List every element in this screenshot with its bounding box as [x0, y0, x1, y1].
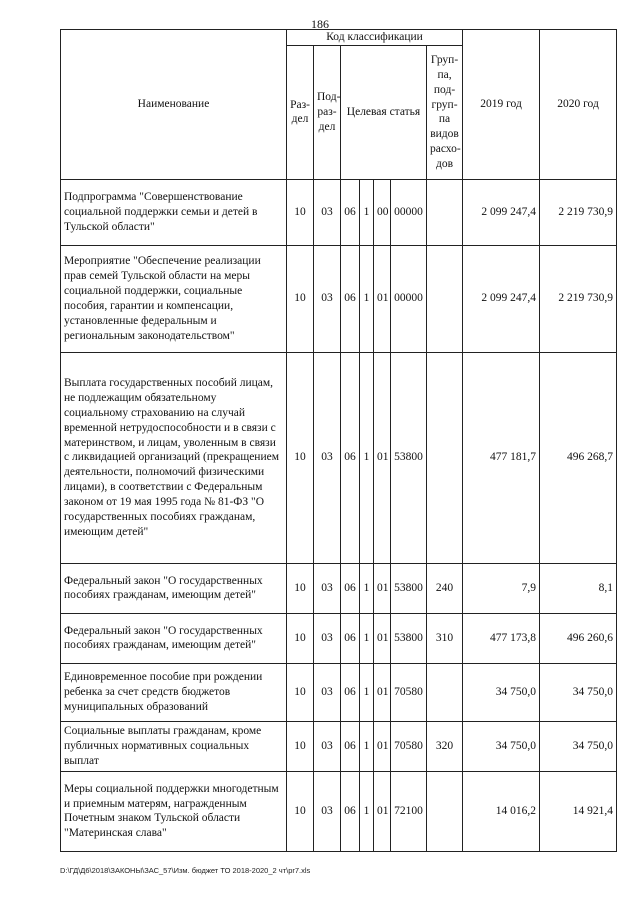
page-number: 186	[311, 17, 329, 31]
target-event-code: 00	[374, 179, 391, 245]
target-direction-code: 70580	[391, 663, 427, 721]
table-row	[61, 721, 617, 771]
target-direction-code: 53800	[391, 352, 427, 563]
expense-type-code	[427, 663, 463, 721]
amount-2019: 477 173,8	[463, 613, 540, 663]
target-subprogram-code: 1	[360, 613, 374, 663]
section-code: 10	[287, 352, 314, 563]
amount-2019: 2 099 247,4	[463, 179, 540, 245]
target-event-code: 01	[374, 613, 391, 663]
expense-type-code	[427, 179, 463, 245]
section-code: 10	[287, 613, 314, 663]
expense-type-code: 320	[427, 721, 463, 771]
target-program-code: 06	[341, 771, 360, 851]
file-path-footer: D:\ГД\Д6\2018\ЗАКОНЫ\ЗАС_57\Изм. бюджет ТО 2018-2020_2 чт\pr7.xls	[60, 866, 311, 875]
table-row	[61, 352, 617, 563]
header-2020: 2020 год	[540, 30, 617, 180]
budget-table	[60, 29, 617, 852]
header-section: Раз- дел	[287, 45, 314, 179]
subsection-code: 03	[314, 613, 341, 663]
subsection-code: 03	[314, 352, 341, 563]
amount-2020: 496 268,7	[540, 352, 617, 563]
row-name: Федеральный закон "О государственных пособиях гражданам, имеющим детей"	[61, 563, 287, 613]
amount-2019: 2 099 247,4	[463, 245, 540, 352]
target-subprogram-code: 1	[360, 771, 374, 851]
row-name: Единовременное пособие при рождении ребенка за счет средств бюджетов муниципальных образований	[61, 663, 287, 721]
table-row	[61, 563, 617, 613]
target-direction-code: 72100	[391, 771, 427, 851]
expense-type-code	[427, 245, 463, 352]
target-event-code: 01	[374, 563, 391, 613]
header-name: Наименование	[61, 30, 287, 180]
table-row	[61, 245, 617, 352]
subsection-code: 03	[314, 563, 341, 613]
target-program-code: 06	[341, 563, 360, 613]
expense-type-code: 240	[427, 563, 463, 613]
target-direction-code: 00000	[391, 245, 427, 352]
amount-2020: 8,1	[540, 563, 617, 613]
expense-type-code	[427, 771, 463, 851]
amount-2020: 2 219 730,9	[540, 245, 617, 352]
section-code: 10	[287, 563, 314, 613]
amount-2020: 14 921,4	[540, 771, 617, 851]
subsection-code: 03	[314, 771, 341, 851]
table-row	[61, 613, 617, 663]
section-code: 10	[287, 721, 314, 771]
amount-2020: 34 750,0	[540, 721, 617, 771]
subsection-code: 03	[314, 179, 341, 245]
row-name: Меры социальной поддержки многодетным и приемным матерям, награжденным Почетным знаком Тульской области "Материнская слава"	[61, 771, 287, 851]
target-direction-code: 00000	[391, 179, 427, 245]
header-subsection: Под- раз- дел	[314, 45, 341, 179]
target-event-code: 01	[374, 245, 391, 352]
table-row	[61, 663, 617, 721]
target-event-code: 01	[374, 771, 391, 851]
section-code: 10	[287, 179, 314, 245]
target-subprogram-code: 1	[360, 563, 374, 613]
amount-2020: 2 219 730,9	[540, 179, 617, 245]
amount-2019: 7,9	[463, 563, 540, 613]
header-expense-group: Груп- па, под- груп- па видов расхо- дов	[427, 45, 463, 179]
section-code: 10	[287, 771, 314, 851]
amount-2019: 34 750,0	[463, 721, 540, 771]
target-event-code: 01	[374, 663, 391, 721]
row-name: Выплата государственных пособий лицам, не подлежащим обязательному социальному страхованию на случай временной нетрудоспособности и в связи с материнством, и лицам, уволенным в связи с ликвидацией организаций (прекращением деятельности, полномочий физическими лицами), в соответствии с Федеральным законом от 19 мая 1995 года № 81-ФЗ "О государственных пособиях гражданам, имеющим детей"	[61, 352, 287, 563]
amount-2020: 496 260,6	[540, 613, 617, 663]
target-subprogram-code: 1	[360, 352, 374, 563]
row-name: Социальные выплаты гражданам, кроме публичных нормативных социальных выплат	[61, 721, 287, 771]
section-code: 10	[287, 245, 314, 352]
target-subprogram-code: 1	[360, 663, 374, 721]
target-program-code: 06	[341, 245, 360, 352]
amount-2019: 34 750,0	[463, 663, 540, 721]
target-direction-code: 70580	[391, 721, 427, 771]
amount-2020: 34 750,0	[540, 663, 617, 721]
row-name: Подпрограмма "Совершенствование социальной поддержки семьи и детей в Тульской области"	[61, 179, 287, 245]
subsection-code: 03	[314, 663, 341, 721]
target-direction-code: 53800	[391, 563, 427, 613]
target-program-code: 06	[341, 352, 360, 563]
target-direction-code: 53800	[391, 613, 427, 663]
target-subprogram-code: 1	[360, 721, 374, 771]
target-program-code: 06	[341, 179, 360, 245]
row-name: Федеральный закон "О государственных пособиях гражданам, имеющим детей"	[61, 613, 287, 663]
table-row	[61, 179, 617, 245]
header-code-group: Код классификации	[287, 30, 463, 46]
table-row	[61, 771, 617, 851]
target-program-code: 06	[341, 663, 360, 721]
target-event-code: 01	[374, 721, 391, 771]
target-subprogram-code: 1	[360, 179, 374, 245]
target-program-code: 06	[341, 721, 360, 771]
subsection-code: 03	[314, 245, 341, 352]
row-name: Мероприятие "Обеспечение реализации прав семей Тульской области на меры социальной поддержки, социальные пособия, гарантии и компенсации, установленные федеральным и региональным законодательством"	[61, 245, 287, 352]
section-code: 10	[287, 663, 314, 721]
amount-2019: 477 181,7	[463, 352, 540, 563]
header-2019: 2019 год	[463, 30, 540, 180]
expense-type-code: 310	[427, 613, 463, 663]
expense-type-code	[427, 352, 463, 563]
target-subprogram-code: 1	[360, 245, 374, 352]
target-event-code: 01	[374, 352, 391, 563]
header-target: Целевая статья	[341, 45, 427, 179]
subsection-code: 03	[314, 721, 341, 771]
target-program-code: 06	[341, 613, 360, 663]
amount-2019: 14 016,2	[463, 771, 540, 851]
